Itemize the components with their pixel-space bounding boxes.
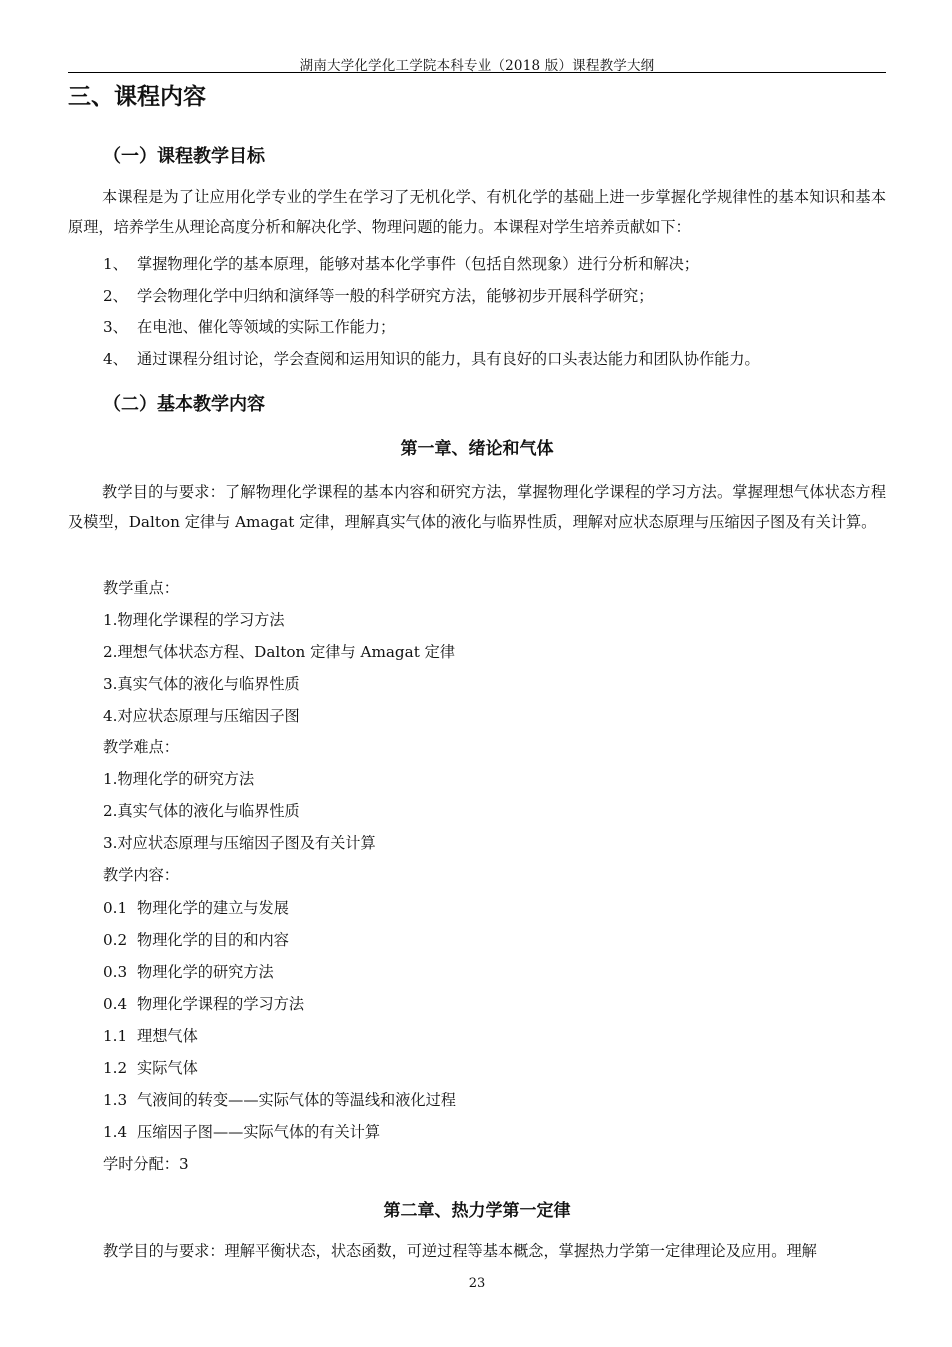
- content-item: [103, 961, 274, 982]
- content-item-number: 1.2: [103, 1059, 128, 1077]
- content-item-text: 物理化学的目的和内容: [137, 931, 289, 949]
- key-point: 2.理想气体状态方程、Dalton 定律与 Amagat 定律: [103, 643, 456, 661]
- content-label: 教学内容：: [103, 866, 179, 884]
- content-item-text: 理想气体: [137, 1027, 198, 1045]
- content-item-text: 物理化学的研究方法: [137, 963, 274, 981]
- goal-item-number: 1、: [103, 255, 128, 273]
- chapter2-requirement: 教学目的与要求：理解平衡状态，状态函数，可逆过程等基本概念，掌握热力学第一定律理论及应用。理解: [103, 1242, 817, 1260]
- content-item-text: 物理化学的建立与发展: [137, 899, 289, 917]
- content-item-number: 1.3: [103, 1091, 128, 1109]
- goal-item-text: 在电池、催化等领域的实际工作能力；: [137, 318, 396, 336]
- content-item: [103, 929, 289, 950]
- difficult-point: 3.对应状态原理与压缩因子图及有关计算: [103, 834, 376, 852]
- goal-item-text: 通过课程分组讨论，学会查阅和运用知识的能力，具有良好的口头表达能力和团队协作能力。: [137, 350, 760, 368]
- chapter2-title: 第二章、热力学第一定律: [383, 1201, 571, 1221]
- content-title: （二）基本教学内容: [103, 394, 265, 415]
- hours-allocation: 学时分配：3: [103, 1155, 189, 1173]
- content-item: [103, 1025, 198, 1046]
- content-item-text: 物理化学课程的学习方法: [137, 995, 305, 1013]
- key-point: 1.物理化学课程的学习方法: [103, 611, 285, 629]
- page-number: 23: [468, 1276, 486, 1291]
- key-point: 4.对应状态原理与压缩因子图: [103, 707, 300, 725]
- content-item-text: 气液间的转变——实际气体的等温线和液化过程: [137, 1091, 456, 1109]
- goals-title: （一）课程教学目标: [103, 146, 265, 167]
- content-item: [103, 993, 304, 1014]
- goals-intro: 本课程是为了让应用化学专业的学生在学习了无机化学、有机化学的基础上进一步掌握化学规律性的基本知识和基本原理，培养学生从理论高度分析和解决化学、物理问题的能力。本课程对学生培养贡献如下：: [68, 188, 886, 236]
- content-item-text: 压缩因子图——实际气体的有关计算: [137, 1123, 380, 1141]
- goal-item: [103, 253, 699, 274]
- goal-item-number: 4、: [103, 350, 128, 368]
- content-item: [103, 1121, 380, 1142]
- difficult-point: 1.物理化学的研究方法: [103, 770, 255, 788]
- chapter1-requirement: 教学目的与要求：了解物理化学课程的基本内容和研究方法，掌握物理化学课程的学习方法。掌握理想气体状态方程及模型，Dalton 定律与 Amagat 定律，理解真实气体的液化与临界性质，理解对应状态原理与压缩因子图及有关计算。: [68, 483, 886, 531]
- section-title: 三、课程内容: [68, 84, 206, 110]
- goal-item: [103, 348, 760, 369]
- goal-item-number: 3、: [103, 318, 128, 336]
- content-item-number: 0.2: [103, 931, 128, 949]
- content-item-number: 0.1: [103, 899, 128, 917]
- difficult-point: 2.真实气体的液化与临界性质: [103, 802, 300, 820]
- goal-item: [103, 285, 653, 306]
- content-item-number: 0.3: [103, 963, 128, 981]
- key-points-label: 教学重点：: [103, 579, 179, 597]
- content-item: [103, 897, 289, 918]
- content-item-text: 实际气体: [137, 1059, 198, 1077]
- content-item: [103, 1089, 456, 1110]
- page-header: 湖南大学化学化工学院本科专业（2018 版）课程教学大纲: [299, 58, 655, 74]
- goal-item: [103, 316, 395, 337]
- goal-item-text: 学会物理化学中归纳和演绎等一般的科学研究方法，能够初步开展科学研究；: [137, 287, 654, 305]
- difficult-points-label: 教学难点：: [103, 738, 179, 756]
- header-divider: [68, 72, 886, 73]
- content-item: [103, 1057, 198, 1078]
- key-point: 3.真实气体的液化与临界性质: [103, 675, 300, 693]
- goal-item-number: 2、: [103, 287, 128, 305]
- chapter1-title: 第一章、绪论和气体: [400, 439, 554, 459]
- content-item-number: 1.4: [103, 1123, 128, 1141]
- content-item-number: 1.1: [103, 1027, 128, 1045]
- content-item-number: 0.4: [103, 995, 128, 1013]
- goal-item-text: 掌握物理化学的基本原理，能够对基本化学事件（包括自然现象）进行分析和解决；: [137, 255, 699, 273]
